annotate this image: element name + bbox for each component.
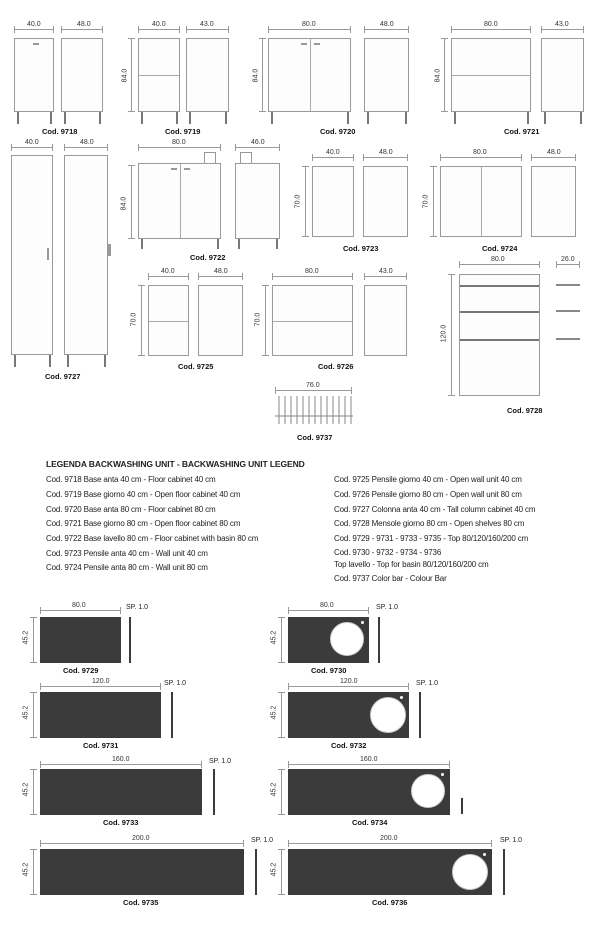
product-code: Cod. 9735 <box>123 898 159 907</box>
front-view <box>451 38 531 112</box>
dim-line <box>281 769 282 815</box>
product-code: Cod. 9720 <box>320 127 356 136</box>
legend-item: Cod. 9721 Base giorno 80 cm - Open floor cabinet 80 cm <box>46 519 241 528</box>
legend-item: Cod. 9726 Pensile giorno 80 cm - Open wall unit 80 cm <box>334 490 522 499</box>
dim-width-front: 80.0 <box>172 139 186 146</box>
dim-line <box>40 843 244 844</box>
legend-item: Cod. 9723 Pensile anta 40 cm - Wall unit 40 cm <box>46 549 208 558</box>
product-code: Cod. 9733 <box>103 818 139 827</box>
dim-line <box>272 276 353 277</box>
top-edge <box>255 849 257 895</box>
leg <box>367 112 369 124</box>
dim-line <box>33 692 34 738</box>
leg <box>176 112 178 124</box>
front-view <box>268 38 351 112</box>
dim-height: 45.2 <box>22 630 30 645</box>
dim-line <box>364 29 409 30</box>
top-plan <box>40 849 244 895</box>
dim-line <box>275 390 352 391</box>
dim-line <box>459 264 540 265</box>
dim-line <box>198 276 243 277</box>
dim-depth: 48.0 <box>379 149 393 156</box>
dim-line <box>33 849 34 895</box>
dim-width-front: 80.0 <box>491 256 505 263</box>
legend-item: Cod. 9725 Pensile giorno 40 cm - Open wall unit 40 cm <box>334 475 522 484</box>
product-code: Cod. 9734 <box>352 818 388 827</box>
dim-line <box>288 610 369 611</box>
product-code: Cod. 9721 <box>504 127 540 136</box>
dim-width: 200.0 <box>380 835 398 842</box>
leg <box>544 112 546 124</box>
dim-width-front: 40.0 <box>161 268 175 275</box>
dim-line <box>312 157 354 158</box>
front-view <box>14 38 54 112</box>
dim-width-front: 80.0 <box>302 21 316 28</box>
leg <box>141 239 143 249</box>
leg <box>50 112 52 124</box>
dim-line <box>288 843 492 844</box>
leg <box>347 112 349 124</box>
leg <box>454 112 456 124</box>
dim-depth: 48.0 <box>547 149 561 156</box>
handle <box>33 43 39 45</box>
top-edge <box>378 617 380 663</box>
dim-line <box>444 38 445 112</box>
top-edge <box>461 798 463 814</box>
dim-height: 45.2 <box>22 862 30 877</box>
dim-height: 45.2 <box>270 862 278 877</box>
shelf <box>273 321 352 322</box>
dim-height: 45.2 <box>22 705 30 720</box>
dim-height: 84.0 <box>252 68 260 83</box>
dim-depth: 48.0 <box>214 268 228 275</box>
dim-line <box>186 29 229 30</box>
dim-line <box>262 38 263 112</box>
thickness-label: SP. 1.0 <box>164 680 187 687</box>
dim-line <box>265 285 266 356</box>
dim-height: 70.0 <box>294 194 302 209</box>
side-view <box>235 163 280 239</box>
top-plan <box>288 769 450 815</box>
leg <box>14 355 16 367</box>
legend-item: Cod. 9718 Base anta 40 cm - Floor cabinet 40 cm <box>46 475 216 484</box>
legend-item: Cod. 9729 - 9731 - 9733 - 9735 - Top 80/120/160/200 cm <box>334 534 529 543</box>
dim-line <box>433 166 434 237</box>
dim-line <box>531 157 576 158</box>
dim-line <box>281 849 282 895</box>
dim-line <box>451 29 531 30</box>
handle <box>314 43 320 45</box>
top-edge <box>129 617 131 663</box>
leg <box>580 112 582 124</box>
dim-height: 70.0 <box>130 312 138 327</box>
front-view <box>440 166 522 237</box>
thickness-label: SP. 1.0 <box>500 837 523 844</box>
leg <box>99 112 101 124</box>
dim-height: 84.0 <box>120 196 128 211</box>
top-plan <box>40 617 121 663</box>
dim-line <box>40 610 121 611</box>
leg <box>17 112 19 124</box>
front-view <box>138 163 221 239</box>
leg <box>49 355 51 367</box>
dim-line <box>14 29 54 30</box>
side-view <box>364 285 407 356</box>
dim-line <box>131 38 132 112</box>
product-code: Cod. 9728 <box>507 406 543 415</box>
dim-width-front: 40.0 <box>25 139 39 146</box>
dim-height: 45.2 <box>22 782 30 797</box>
dim-height: 45.2 <box>270 630 278 645</box>
side-view <box>531 166 576 237</box>
dim-width: 80.0 <box>320 602 334 609</box>
top-edge <box>503 849 505 895</box>
handle <box>108 244 111 256</box>
dim-width: 80.0 <box>72 602 86 609</box>
dim-line <box>305 166 306 237</box>
door-split <box>310 39 311 111</box>
dim-depth: 43.0 <box>200 21 214 28</box>
side-view <box>186 38 229 112</box>
dim-width-front: 40.0 <box>326 149 340 156</box>
shelf <box>460 285 539 287</box>
front-view <box>11 155 53 355</box>
product-code: Cod. 9726 <box>318 362 354 371</box>
handle <box>301 43 307 45</box>
dim-line <box>288 686 409 687</box>
dim-line <box>235 147 280 148</box>
shelf-side <box>556 310 580 312</box>
dim-line <box>33 617 34 663</box>
dim-width: 120.0 <box>92 678 110 685</box>
dim-depth: 46.0 <box>251 139 265 146</box>
dim-depth: 48.0 <box>77 21 91 28</box>
dim-height: 70.0 <box>254 312 262 327</box>
dim-width-front: 80.0 <box>484 21 498 28</box>
dim-height: 120.0 <box>440 324 448 343</box>
dim-depth: 48.0 <box>80 139 94 146</box>
dim-line <box>33 769 34 815</box>
side-view <box>61 38 103 112</box>
shelf-side <box>556 284 580 286</box>
leg <box>276 239 278 249</box>
leg <box>217 239 219 249</box>
top-edge <box>419 692 421 738</box>
dim-width-front: 40.0 <box>27 21 41 28</box>
legend-item: Cod. 9722 Base lavello 80 cm - Floor cabinet with basin 80 cm <box>46 534 259 543</box>
shelf <box>460 339 539 341</box>
side-view <box>364 38 409 112</box>
dim-line <box>141 285 142 356</box>
front-view <box>312 166 354 237</box>
legend-item: Cod. 9728 Mensole giorno 80 cm - Open shelves 80 cm <box>334 519 525 528</box>
basin-hole <box>452 854 488 890</box>
shelf-side <box>556 338 580 340</box>
shelf <box>139 75 179 76</box>
dim-depth: 43.0 <box>379 268 393 275</box>
shelf <box>460 311 539 313</box>
dim-width: 200.0 <box>132 835 150 842</box>
product-code: Cod. 9724 <box>482 244 518 253</box>
product-code: Cod. 9732 <box>331 741 367 750</box>
front-view <box>138 38 180 112</box>
dim-line <box>61 29 103 30</box>
leg <box>271 112 273 124</box>
dim-height: 45.2 <box>270 705 278 720</box>
basin-hole <box>370 697 406 733</box>
side-view <box>541 38 584 112</box>
dim-line <box>268 29 351 30</box>
leg <box>141 112 143 124</box>
dim-line <box>288 764 450 765</box>
legend-item: Cod. 9737 Color bar - Colour Bar <box>334 574 447 583</box>
dim-height: 84.0 <box>121 68 129 83</box>
legend-item: Cod. 9719 Base giorno 40 cm - Open floor cabinet 40 cm <box>46 490 241 499</box>
leg <box>67 355 69 367</box>
thickness-label: SP. 1.0 <box>251 837 274 844</box>
leg <box>104 355 106 367</box>
dim-line <box>40 686 161 687</box>
dim-line <box>11 147 53 148</box>
side-view <box>363 166 408 237</box>
front-view <box>459 274 540 396</box>
product-code: Cod. 9737 <box>297 433 333 442</box>
colour-bar-diagram <box>275 394 355 428</box>
dim-depth: 43.0 <box>555 21 569 28</box>
tap-hole <box>400 696 403 699</box>
dim-height: 84.0 <box>434 68 442 83</box>
leg <box>405 112 407 124</box>
product-code: Cod. 9718 <box>42 127 78 136</box>
product-code: Cod. 9730 <box>311 666 347 675</box>
product-code: Cod. 9731 <box>83 741 119 750</box>
dim-width: 160.0 <box>360 756 378 763</box>
dim-line <box>138 147 221 148</box>
top-edge <box>171 692 173 738</box>
leg <box>527 112 529 124</box>
product-code: Cod. 9719 <box>165 127 201 136</box>
tap-hole <box>361 621 364 624</box>
dim-width-front: 80.0 <box>473 149 487 156</box>
dim-line <box>440 157 522 158</box>
basin-hole <box>411 774 445 808</box>
dim-line <box>451 274 452 396</box>
dim-depth: 48.0 <box>380 21 394 28</box>
top-plan <box>40 692 161 738</box>
door-split <box>481 167 482 236</box>
dim-line <box>364 276 407 277</box>
tap-hole <box>441 773 444 776</box>
thickness-label: SP. 1.0 <box>126 604 149 611</box>
front-view <box>272 285 353 356</box>
thickness-label: SP. 1.0 <box>376 604 399 611</box>
product-code: Cod. 9727 <box>45 372 81 381</box>
dim-width-front: 40.0 <box>152 21 166 28</box>
dim-line <box>281 617 282 663</box>
top-plan <box>40 769 202 815</box>
dim-line <box>363 157 408 158</box>
handle <box>171 168 177 170</box>
product-code: Cod. 9729 <box>63 666 99 675</box>
dim-width: 76.0 <box>306 382 320 389</box>
leg <box>189 112 191 124</box>
dim-width-front: 80.0 <box>305 268 319 275</box>
leg <box>64 112 66 124</box>
legend-item: Cod. 9730 - 9732 - 9734 - 9736 <box>334 548 442 557</box>
thickness-label: SP. 1.0 <box>416 680 439 687</box>
dim-width: 160.0 <box>112 756 130 763</box>
dim-line <box>148 276 189 277</box>
top-plan <box>288 849 492 895</box>
dim-line <box>541 29 584 30</box>
dim-line <box>556 264 580 265</box>
top-plan <box>288 617 369 663</box>
leg <box>238 239 240 249</box>
legend-item: Top lavello - Top for basin 80/120/160/200 cm <box>334 560 489 569</box>
dim-line <box>64 147 108 148</box>
shelf <box>149 321 188 322</box>
product-code: Cod. 9722 <box>190 253 226 262</box>
legend-title: LEGENDA BACKWASHING UNIT - BACKWASHING UNIT LEGEND <box>46 459 305 469</box>
handle <box>47 248 49 260</box>
product-code: Cod. 9736 <box>372 898 408 907</box>
top-edge <box>213 769 215 815</box>
product-code: Cod. 9723 <box>343 244 379 253</box>
dim-line <box>138 29 180 30</box>
side-view <box>198 285 243 356</box>
leg <box>225 112 227 124</box>
dim-height: 45.2 <box>270 782 278 797</box>
product-code: Cod. 9725 <box>178 362 214 371</box>
dim-line <box>40 764 202 765</box>
tap-hole <box>483 853 486 856</box>
door-split <box>180 164 181 238</box>
legend-item: Cod. 9724 Pensile anta 80 cm - Wall unit 80 cm <box>46 563 208 572</box>
handle <box>184 168 190 170</box>
dim-depth: 26.0 <box>561 256 575 263</box>
dim-width: 120.0 <box>340 678 358 685</box>
top-plan <box>288 692 409 738</box>
legend-item: Cod. 9727 Colonna anta 40 cm - Tall column cabinet 40 cm <box>334 505 536 514</box>
legend-item: Cod. 9720 Base anta 80 cm - Floor cabinet 80 cm <box>46 505 216 514</box>
dim-line <box>281 692 282 738</box>
basin-hole <box>330 622 364 656</box>
dim-line <box>131 165 132 239</box>
shelf <box>452 75 530 76</box>
front-view <box>148 285 189 356</box>
thickness-label: SP. 1.0 <box>209 758 232 765</box>
side-view <box>64 155 108 355</box>
dim-height: 70.0 <box>422 194 430 209</box>
